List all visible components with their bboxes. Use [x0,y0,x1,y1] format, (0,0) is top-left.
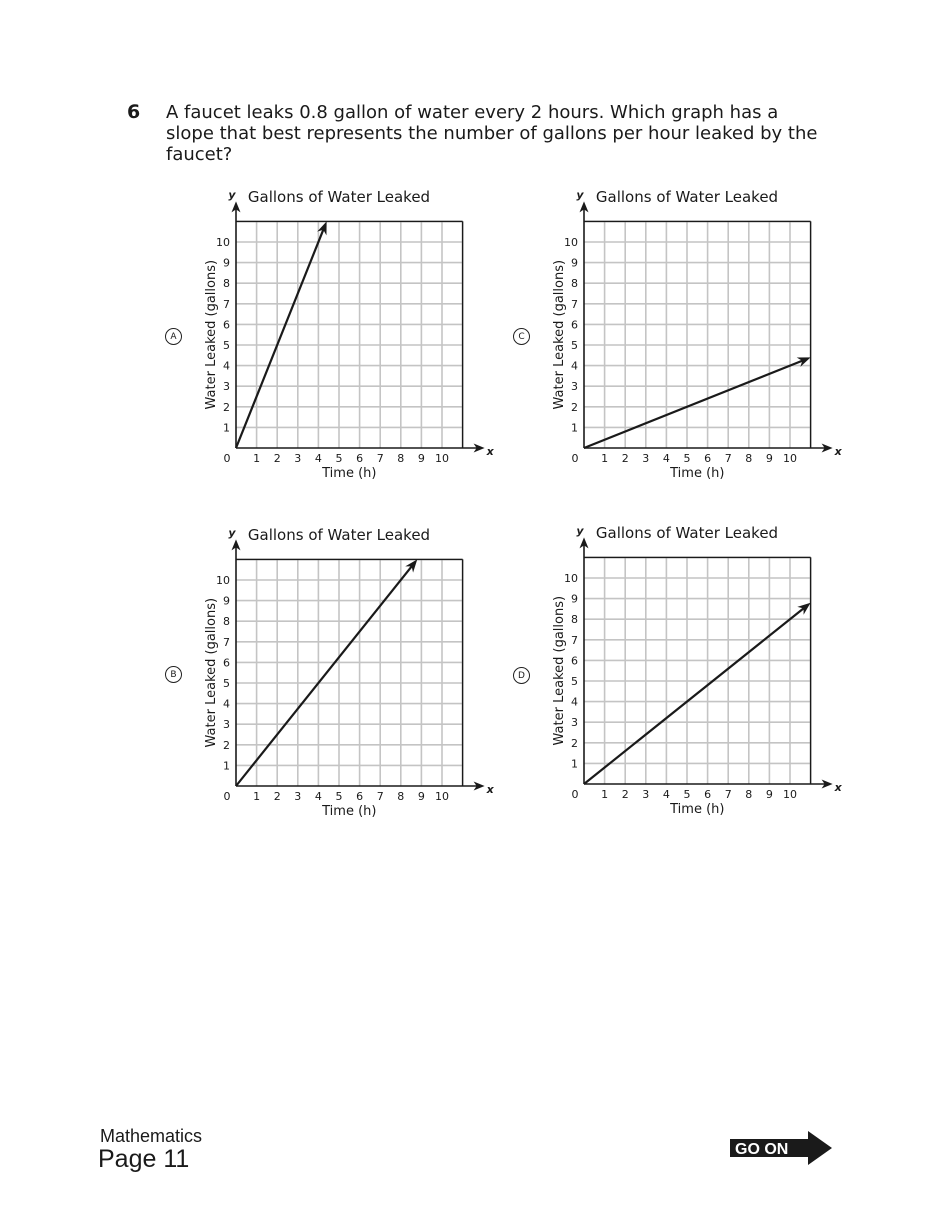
go-on-arrow [730,1131,832,1165]
chart-a-y-var: y [228,188,236,202]
chart-svg [200,524,540,844]
chart-c-y-var: y [576,188,584,202]
chart-c-x-tick-label: 7 [724,452,732,465]
chart-c-y-tick-label: 1 [571,421,578,435]
chart-a-y-tick-label: 9 [223,256,230,270]
graph-a [200,186,540,506]
chart-c-title: Gallons of Water Leaked [595,188,779,206]
chart-b-y-tick-label: 8 [223,615,230,629]
choice-b-marker[interactable]: B [165,666,182,683]
chart-c-x-tick-label: 0 [571,452,579,465]
chart-a-x-var: x [486,445,494,458]
chart-a-x-axis-label: Time (h) [322,466,377,481]
chart-d-x-tick-label: 10 [783,788,797,801]
chart-d-y-tick-label: 4 [571,695,578,709]
chart-d-series-line [584,606,806,784]
chart-a-x-tick-label: 8 [397,452,405,465]
chart-d-x-tick-label: 4 [662,788,670,801]
chart-b-y-tick-label: 1 [223,759,230,773]
chart-a-x-tick-label: 1 [253,452,261,465]
chart-c-y-tick-label: 2 [571,400,578,414]
chart-c-x-tick-label: 10 [783,452,797,465]
chart-a-y-tick-label: 5 [223,339,230,352]
chart-a-x-tick-label: 0 [223,452,231,465]
chart-d-x-tick-label: 0 [571,788,579,801]
choice-c-marker[interactable]: C [513,328,530,345]
chart-d-y-tick-label: 3 [571,716,578,730]
chart-d-y-tick-label: 5 [571,675,578,688]
chart-c-y-tick-label: 10 [564,236,578,249]
chart-a-x-tick-label: 9 [417,452,425,465]
footer-page-number: Page 11 [98,1145,190,1173]
chart-b-y-tick-label: 4 [223,697,230,711]
graph-d [548,522,888,842]
chart-b-y-tick-label: 7 [223,635,230,649]
chart-b-x-axis-label: Time (h) [322,804,377,819]
chart-b-x-tick-label: 8 [397,790,405,803]
chart-b-y-tick-label: 6 [223,656,230,670]
chart-c-x-tick-label: 3 [642,452,650,465]
chart-b-x-tick-label: 5 [335,790,343,803]
chart-b-series-line [236,564,414,786]
chart-a-x-tick-label: 7 [376,452,384,465]
chart-d-y-tick-label: 6 [571,654,578,668]
chart-b-title: Gallons of Water Leaked [247,526,431,544]
chart-c-series-line [584,360,805,448]
chart-c-x-tick-label: 2 [621,452,629,465]
chart-c-x-tick-label: 8 [745,452,753,465]
chart-b-x-tick-label: 10 [435,790,449,803]
chart-c-x-var: x [834,445,842,458]
chart-c-y-tick-label: 6 [571,318,578,332]
chart-c-y-tick-label: 5 [571,339,578,352]
chart-b-x-tick-label: 1 [253,790,261,803]
chart-a-title: Gallons of Water Leaked [247,188,431,206]
chart-a-x-tick-label: 3 [294,452,302,465]
chart-c-y-tick-label: 9 [571,256,578,270]
chart-b-x-tick-label: 4 [314,790,322,803]
chart-b-x-tick-label: 9 [417,790,425,803]
chart-d-y-tick-label: 2 [571,736,578,750]
chart-b-x-tick-label: 0 [223,790,231,803]
chart-a-y-tick-label: 4 [223,359,230,373]
chart-d-x-tick-label: 9 [765,788,773,801]
chart-b-y-var: y [228,526,236,540]
choice-d-marker[interactable]: D [513,667,530,684]
chart-c-x-tick-label: 4 [662,452,670,465]
chart-a-y-tick-label: 3 [223,380,230,394]
chart-d-x-tick-label: 1 [601,788,609,801]
chart-b-y-tick-label: 9 [223,594,230,608]
chart-a-x-tick-label: 2 [273,452,281,465]
chart-d-x-tick-label: 5 [683,788,691,801]
chart-c-y-tick-label: 4 [571,359,578,373]
chart-d-title: Gallons of Water Leaked [595,524,779,542]
graph-c [548,186,888,506]
chart-b-x-tick-label: 3 [294,790,302,803]
chart-a-y-tick-label: 10 [216,236,230,249]
chart-d-x-tick-label: 2 [621,788,629,801]
chart-a-x-tick-label: 4 [314,452,322,465]
chart-c-x-axis-label: Time (h) [670,466,725,481]
chart-b-x-tick-label: 6 [356,790,364,803]
chart-a-y-tick-label: 6 [223,318,230,332]
chart-b-y-tick-label: 5 [223,677,230,690]
chart-c-x-tick-label: 5 [683,452,691,465]
graph-b [200,524,540,844]
chart-d-y-tick-label: 8 [571,613,578,627]
question-number: 6 [127,101,141,123]
chart-d-x-var: x [834,781,842,794]
chart-a-x-tick-label: 6 [356,452,364,465]
chart-d-y-axis-label: Water Leaked (gallons) [552,595,567,746]
chart-svg [548,186,888,506]
chart-b-y-tick-label: 10 [216,574,230,587]
chart-a-y-tick-label: 2 [223,400,230,414]
chart-c-y-tick-label: 7 [571,297,578,311]
chart-c-y-tick-label: 8 [571,277,578,291]
chart-b-x-var: x [486,783,494,796]
footer-subject: Mathematics [100,1126,203,1146]
chart-d-y-tick-label: 10 [564,572,578,585]
chart-d-y-var: y [576,524,584,538]
chart-d-x-tick-label: 8 [745,788,753,801]
chart-d-x-axis-label: Time (h) [670,802,725,817]
chart-d-x-tick-label: 6 [704,788,712,801]
choice-a-marker[interactable]: A [165,328,182,345]
chart-b-x-tick-label: 2 [273,790,281,803]
chart-c-x-tick-label: 6 [704,452,712,465]
chart-d-x-tick-label: 3 [642,788,650,801]
go-on-label: GO ON [735,1141,789,1158]
chart-a-x-tick-label: 5 [335,452,343,465]
chart-a-y-tick-label: 1 [223,421,230,435]
question-text: A faucet leaks 0.8 gallon of water every 2 hours. Which graph has a slope that best represents the number of gallons per hour leaked by the faucet? [166,102,818,165]
chart-c-x-tick-label: 9 [765,452,773,465]
chart-c-y-axis-label: Water Leaked (gallons) [552,259,567,410]
chart-a-series-line [236,227,324,448]
chart-b-y-axis-label: Water Leaked (gallons) [204,597,219,748]
chart-a-x-tick-label: 10 [435,452,449,465]
chart-b-x-tick-label: 7 [376,790,384,803]
chart-a-y-tick-label: 8 [223,277,230,291]
chart-d-y-tick-label: 9 [571,592,578,606]
chart-d-y-tick-label: 7 [571,633,578,647]
chart-c-x-tick-label: 1 [601,452,609,465]
chart-svg [548,522,888,842]
chart-d-x-tick-label: 7 [724,788,732,801]
chart-b-y-tick-label: 3 [223,718,230,732]
chart-a-y-axis-label: Water Leaked (gallons) [204,259,219,410]
chart-svg [200,186,540,506]
chart-b-y-tick-label: 2 [223,738,230,752]
chart-a-y-tick-label: 7 [223,297,230,311]
chart-c-y-tick-label: 3 [571,380,578,394]
chart-d-y-tick-label: 1 [571,757,578,771]
